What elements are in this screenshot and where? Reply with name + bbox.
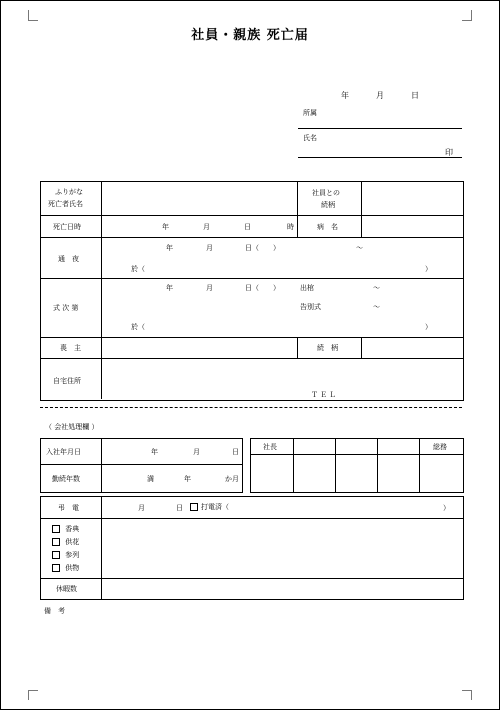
- wake-place-close: ）: [425, 265, 432, 273]
- relation-label-2: 続柄: [321, 201, 335, 209]
- item-kyoka[interactable]: [52, 536, 79, 549]
- checkbox-icon: [52, 525, 60, 533]
- dt-hour: 時: [287, 223, 294, 231]
- leave-label: 休暇数: [56, 585, 77, 593]
- death-datetime-label: 死亡日時: [53, 223, 81, 231]
- affiliation-line[interactable]: [298, 128, 462, 129]
- hire-date-label: 入社年月日: [46, 448, 81, 456]
- cut-line: [40, 407, 462, 408]
- tg-day: 日: [176, 504, 183, 512]
- funeral-place-open: 於（: [131, 323, 145, 331]
- telegram-sent-checkbox[interactable]: [190, 502, 229, 512]
- home-address-field[interactable]: [102, 359, 461, 398]
- dt-month: 月: [203, 223, 210, 231]
- relation-label: 社員との: [312, 189, 340, 197]
- approval-table: [250, 438, 464, 493]
- name-label: 氏名: [303, 134, 317, 142]
- tg-sent-label: 打電済（: [201, 503, 229, 511]
- remarks-label: 備 考: [44, 607, 65, 615]
- general-affairs-label: 総務: [433, 443, 447, 451]
- tel-label: ＴＥＬ: [311, 391, 338, 399]
- hd-day: 日: [232, 448, 239, 456]
- disease-field[interactable]: [362, 216, 461, 236]
- item-label: 参列: [65, 551, 80, 559]
- leave-field[interactable]: [102, 579, 461, 597]
- deceased-name-field[interactable]: [102, 182, 296, 214]
- item-kumotsu[interactable]: [52, 562, 79, 575]
- hd-year: 年: [151, 448, 158, 456]
- sy-month: か月: [225, 475, 239, 483]
- checkbox-icon: [52, 538, 60, 546]
- dt-year: 年: [162, 223, 169, 231]
- farewell-tilde: ～: [373, 303, 380, 311]
- sy-year: 年: [184, 475, 191, 483]
- hd-month: 月: [193, 448, 200, 456]
- tg-month: 月: [138, 504, 145, 512]
- item-label: 香典: [65, 525, 80, 533]
- condolence-items: [52, 523, 79, 575]
- wake-month: 月: [206, 244, 213, 252]
- departure-tilde: ～: [373, 284, 380, 292]
- tg-close: ）: [443, 504, 450, 512]
- home-address-label: 自宅住所: [53, 377, 81, 385]
- checkbox-icon: [190, 503, 198, 511]
- telegram-label: 弔 電: [58, 504, 79, 512]
- relation-field[interactable]: [362, 182, 461, 214]
- wake-year: 年: [166, 244, 173, 252]
- fun-month: 月: [206, 284, 213, 292]
- checkbox-icon: [52, 551, 60, 559]
- name-line[interactable]: [298, 157, 462, 158]
- chief-mourner-field[interactable]: [102, 338, 296, 357]
- crop-mark: [461, 690, 472, 700]
- chief-mourner-label: 喪 主: [60, 344, 81, 352]
- fun-year: 年: [166, 284, 173, 292]
- wake-label: 通 夜: [58, 255, 79, 263]
- funeral-label: 式 次 第: [53, 304, 79, 312]
- condolence-details-field[interactable]: [102, 519, 461, 577]
- wake-tilde: ～: [356, 244, 363, 252]
- affiliation-label: 所属: [303, 109, 317, 117]
- header-month: 月: [376, 91, 384, 100]
- furigana-label: ふりがな: [55, 188, 83, 196]
- seal-label: 印: [445, 148, 453, 157]
- header-year: 年: [341, 91, 349, 100]
- sy-full: 満: [147, 475, 154, 483]
- service-years-label: 勤続年数: [52, 475, 80, 483]
- item-label: 供花: [65, 538, 80, 546]
- crop-mark: [461, 10, 472, 20]
- crop-mark: [28, 690, 39, 700]
- president-label: 社長: [263, 443, 277, 451]
- fun-day: 日（ ）: [245, 284, 280, 292]
- disease-label: 病 名: [317, 223, 338, 231]
- item-label: 供物: [65, 564, 80, 572]
- crop-mark: [28, 10, 39, 20]
- chief-relation-label: 続 柄: [317, 344, 338, 352]
- departure-label: 出棺: [300, 284, 314, 292]
- item-koden[interactable]: [52, 523, 79, 536]
- checkbox-icon: [52, 564, 60, 572]
- company-section-label: （ 会社処理欄 ）: [45, 423, 99, 431]
- deceased-name-label: 死亡者氏名: [48, 200, 83, 208]
- dt-day: 日: [244, 223, 251, 231]
- header-day: 日: [411, 91, 419, 100]
- farewell-label: 告別式: [300, 303, 321, 311]
- item-sanretsu[interactable]: [52, 549, 79, 562]
- wake-day: 日（ ）: [245, 244, 280, 252]
- wake-place-open: 於（: [131, 265, 145, 273]
- funeral-place-close: ）: [425, 323, 432, 331]
- page-title: 社員・親族 死亡届: [191, 28, 309, 43]
